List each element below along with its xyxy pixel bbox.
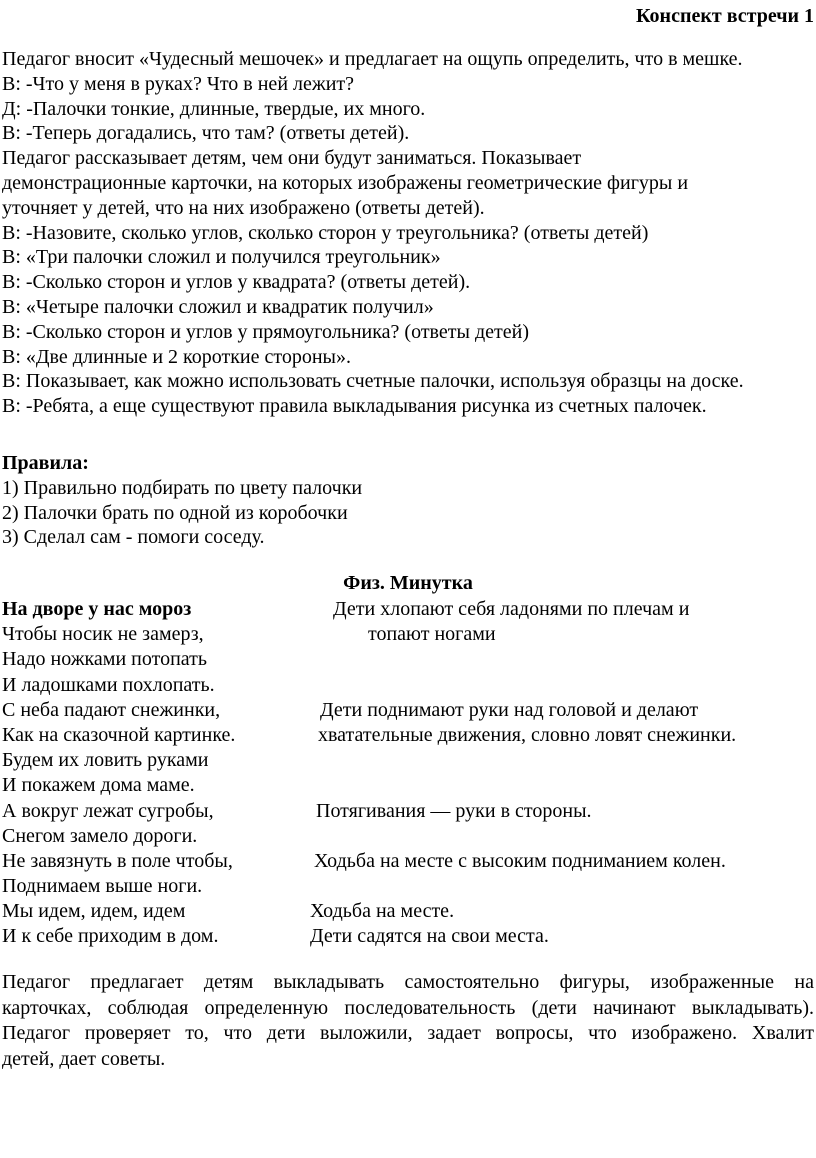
intro-line: В: -Назовите, сколько углов, сколько сторон у треугольника? (ответы детей) <box>2 221 649 244</box>
poem-verse: Как на сказочной картинке. <box>2 723 236 746</box>
fizminutka-poem <box>2 597 814 950</box>
intro-line: Д: -Палочки тонкие, длинные, твердые, их много. <box>2 97 426 120</box>
poem-verse: Снегом замело дороги. <box>2 824 198 847</box>
poem-verse: Мы идем, идем, идем <box>2 900 186 923</box>
poem-row <box>2 597 814 622</box>
poem-verse: И к себе приходим в дом. <box>2 925 219 948</box>
poem-verse: Чтобы носик не замерз, <box>2 623 204 646</box>
rules-section <box>2 451 814 550</box>
intro-section <box>2 47 814 419</box>
poem-verse: И ладошками похлопать. <box>2 673 215 696</box>
intro-line: В: «Две длинные и 2 короткие стороны». <box>2 345 351 368</box>
poem-movement: топают ногами <box>368 623 496 646</box>
poem-row <box>2 723 814 748</box>
poem-verse: Будем их ловить руками <box>2 749 209 772</box>
poem-movement: Ходьба на месте с высоким подниманием колен. <box>314 849 726 872</box>
intro-line: Педагог рассказывает детям, чем они будут заниматься. Показывает <box>2 147 582 170</box>
rules-item: 1) Правильно подбирать по цвету палочки <box>2 476 363 499</box>
closing-line: Педагог предлагает детям выкладывать самостоятельно фигуры, изображенные на <box>2 971 814 993</box>
poem-movement: Ходьба на месте. <box>310 900 455 923</box>
poem-row <box>2 849 814 874</box>
poem-verse: С неба падают снежинки, <box>2 698 221 721</box>
poem-movement: Дети садятся на свои места. <box>310 925 549 948</box>
poem-row <box>2 698 814 723</box>
poem-row <box>2 874 814 899</box>
intro-line: Педагог вносит «Чудесный мешочек» и предлагает на ощупь определить, что в мешке. <box>2 48 743 70</box>
fizminutka-heading: Физ. Минутка <box>343 572 473 594</box>
intro-line: демонстрационные карточки, на которых изображены геометрические фигуры и <box>2 171 689 194</box>
closing-line: Педагог проверяет то, что дети выложили, задает вопросы, что изображено. Хвалит <box>2 1022 814 1045</box>
poem-row <box>2 622 814 647</box>
poem-row <box>2 748 814 773</box>
poem-row <box>2 924 814 949</box>
poem-row <box>2 824 814 849</box>
poem-movement: Дети поднимают руки над головой и делают <box>320 698 699 721</box>
rules-item: 3) Сделал сам - помоги соседу. <box>2 526 265 549</box>
rules-heading: Правила: <box>2 452 89 474</box>
poem-row <box>2 899 814 924</box>
closing-line: детей, дает советы. <box>2 1047 166 1070</box>
rules-item: 2) Палочки брать по одной из коробочки <box>2 501 348 524</box>
intro-line: В: -Сколько сторон и углов у прямоугольника? (ответы детей) <box>2 320 529 343</box>
poem-row <box>2 673 814 698</box>
intro-line: В: Показывает, как можно использовать счетные палочки, используя образцы на доске. <box>2 370 744 393</box>
intro-line: В: «Четыре палочки сложил и квадратик получил» <box>2 295 434 318</box>
intro-line: В: -Теперь догадались, что там? (ответы детей). <box>2 122 410 145</box>
poem-verse: Не завязнуть в поле чтобы, <box>2 849 233 872</box>
page-title: Конспект встречи 1 <box>636 5 814 27</box>
poem-verse: Поднимаем выше ноги. <box>2 875 203 898</box>
intro-line: В: -Сколько сторон и углов у квадрата? (ответы детей). <box>2 271 471 294</box>
intro-line: В: -Ребята, а еще существуют правила выкладывания рисунка из счетных палочек. <box>2 395 707 418</box>
intro-line: В: «Три палочки сложил и получился треугольник» <box>2 246 441 269</box>
closing-line: карточках, соблюдая определенную последовательность (дети начинают выкладывать). <box>2 996 814 1019</box>
poem-verse: И покажем дома маме. <box>2 774 195 797</box>
poem-row <box>2 647 814 672</box>
poem-row <box>2 799 814 824</box>
intro-line: В: -Что у меня в руках? Что в ней лежит? <box>2 72 355 95</box>
intro-line: уточняет у детей, что на них изображено (ответы детей). <box>2 196 485 219</box>
poem-movement: хватательные движения, словно ловят снежинки. <box>318 723 737 746</box>
poem-verse: А вокруг лежат сугробы, <box>2 799 214 822</box>
poem-movement: Потягивания — руки в стороны. <box>316 799 592 822</box>
poem-row <box>2 773 814 798</box>
poem-movement: Дети хлопают себя ладонями по плечам и <box>333 598 690 620</box>
poem-verse: Надо ножками потопать <box>2 648 208 671</box>
poem-verse: На дворе у нас мороз <box>2 598 192 620</box>
closing-paragraph <box>2 970 814 1072</box>
